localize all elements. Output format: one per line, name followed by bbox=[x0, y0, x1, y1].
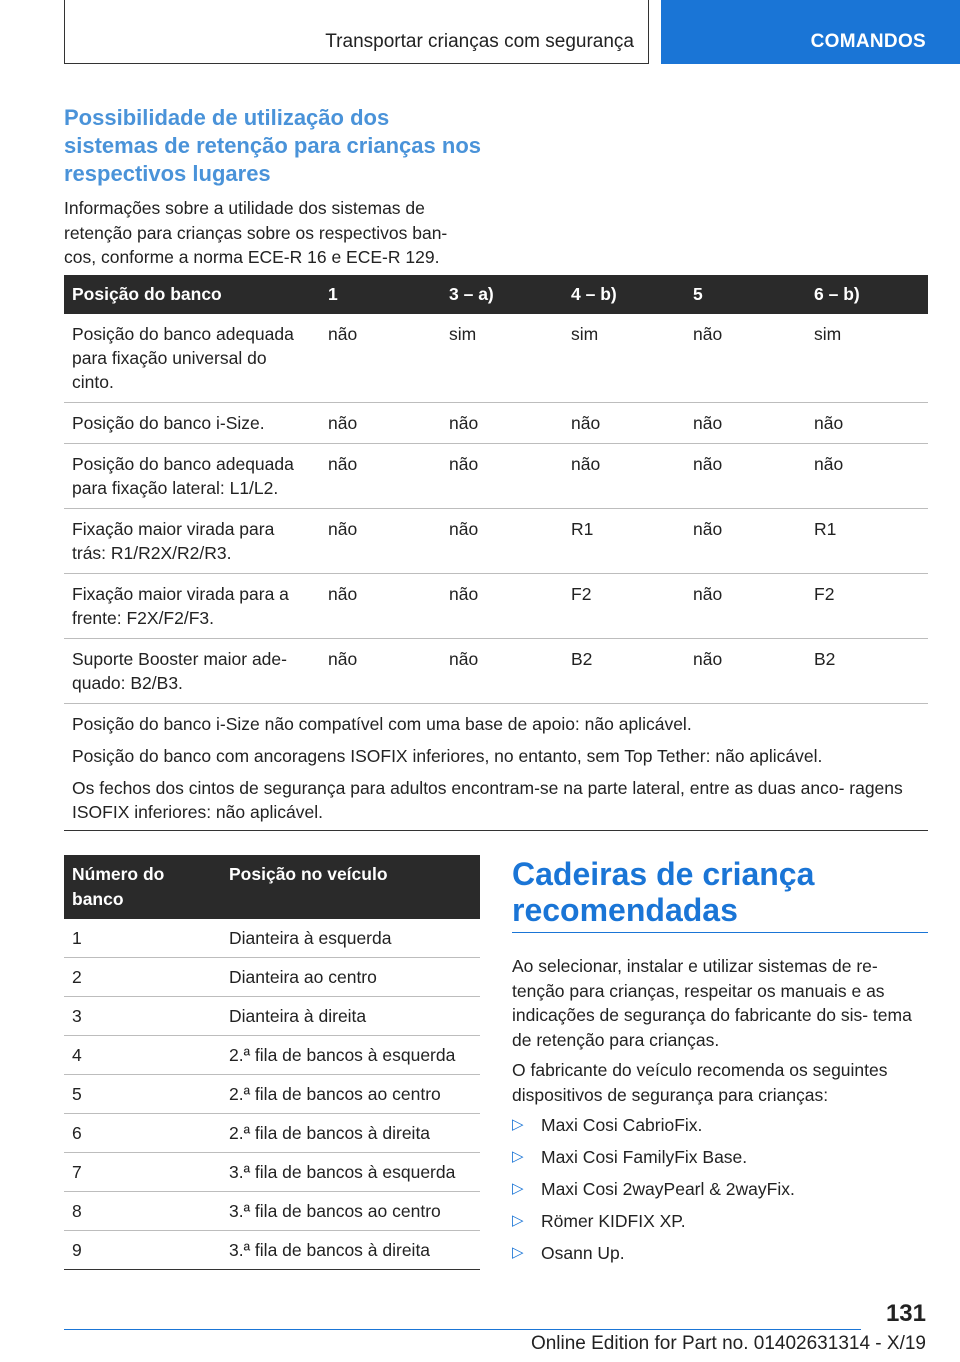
table-cell: não bbox=[806, 403, 928, 444]
table-note: Os fechos dos cintos de segurança para adultos encontram-se na parte lateral, entre as duas anco- ragens ISOFIX inferiores: não aplicável. bbox=[72, 778, 903, 822]
table-cell: F2 bbox=[806, 574, 928, 639]
table-notes bbox=[64, 704, 928, 831]
table-cell: não bbox=[320, 403, 441, 444]
table-cell: F2 bbox=[563, 574, 685, 639]
table-cell: R1 bbox=[806, 509, 928, 574]
triangle-bullet-icon: ▷ bbox=[512, 1212, 524, 1229]
list-item-text: Osann Up. bbox=[541, 1243, 625, 1263]
footer-divider bbox=[64, 1329, 861, 1330]
table-row bbox=[64, 1075, 480, 1114]
table-cell: não bbox=[685, 509, 806, 574]
table-cell: Posição do banco adequada para fixação universal do cinto. bbox=[64, 314, 320, 403]
table-cell: não bbox=[320, 574, 441, 639]
section-title: Possibilidade de utilização dos sistemas de retenção para crianças nos respectivos lugares bbox=[64, 105, 481, 186]
table-cell: Dianteira ao centro bbox=[221, 958, 480, 997]
table-cell: 3.ª fila de bancos ao centro bbox=[221, 1192, 480, 1231]
paragraph: O fabricante do veículo recomenda os seguintes dispositivos de segurança para crianças: bbox=[512, 1060, 888, 1105]
header-section-title: Transportar crianças com segurança bbox=[325, 31, 634, 52]
paragraph: Ao selecionar, instalar e utilizar sistemas de re- tenção para crianças, respeitar os manuais e as indicações de segurança do fabricante do sis- tema de retenção para crianças. bbox=[512, 956, 912, 1050]
table-cell: não bbox=[441, 444, 563, 509]
table-cell: 4 bbox=[64, 1036, 221, 1075]
list-item bbox=[512, 1209, 928, 1234]
title-divider bbox=[512, 932, 928, 933]
table-row bbox=[64, 639, 928, 704]
list-item-text: Römer KIDFIX XP. bbox=[541, 1211, 686, 1231]
table-cell: não bbox=[441, 403, 563, 444]
table-cell: sim bbox=[806, 314, 928, 403]
table-cell: Fixação maior virada para trás: R1/R2X/R2/R3. bbox=[64, 509, 320, 574]
column-header: 3 – a) bbox=[441, 275, 563, 314]
table-cell: não bbox=[685, 639, 806, 704]
table-cell: não bbox=[685, 403, 806, 444]
table-row bbox=[64, 1114, 480, 1153]
table-cell: 3.ª fila de bancos à direita bbox=[221, 1231, 480, 1270]
table-cell: 1 bbox=[64, 919, 221, 958]
table-cell: Posição do banco i-Size. bbox=[64, 403, 320, 444]
table-row bbox=[64, 509, 928, 574]
table-cell: Dianteira à direita bbox=[221, 997, 480, 1036]
table-cell: Dianteira à esquerda bbox=[221, 919, 480, 958]
triangle-bullet-icon: ▷ bbox=[512, 1180, 524, 1197]
table-notes-row bbox=[64, 704, 928, 831]
table-cell: 2.ª fila de bancos à direita bbox=[221, 1114, 480, 1153]
column-header: Posição do banco bbox=[64, 275, 320, 314]
table-cell: 3.ª fila de bancos à esquerda bbox=[221, 1153, 480, 1192]
table-cell: Posição do banco adequada para fixação lateral: L1/L2. bbox=[64, 444, 320, 509]
table-row bbox=[64, 958, 480, 997]
column-header: 1 bbox=[320, 275, 441, 314]
table-cell: não bbox=[806, 444, 928, 509]
recommended-title: Cadeiras de criança recomendadas bbox=[512, 856, 815, 928]
list-item-text: Maxi Cosi FamilyFix Base. bbox=[541, 1147, 748, 1167]
table-row bbox=[64, 574, 928, 639]
list-item-text: Maxi Cosi CabrioFix. bbox=[541, 1115, 703, 1135]
table-cell: não bbox=[320, 444, 441, 509]
table-cell: 2 bbox=[64, 958, 221, 997]
column-header: 6 – b) bbox=[806, 275, 928, 314]
list-item bbox=[512, 1113, 928, 1138]
page-number: 131 bbox=[885, 1300, 926, 1327]
table-cell: B2 bbox=[806, 639, 928, 704]
table-cell: não bbox=[441, 574, 563, 639]
column-header: Número do banco bbox=[64, 855, 221, 919]
seat-compatibility-table bbox=[64, 275, 928, 831]
table-cell: não bbox=[685, 444, 806, 509]
table-cell: não bbox=[320, 509, 441, 574]
table-row bbox=[64, 444, 928, 509]
table-cell: 3 bbox=[64, 997, 221, 1036]
table-cell: não bbox=[320, 639, 441, 704]
table-cell: Fixação maior virada para a frente: F2X/F2/F3. bbox=[64, 574, 320, 639]
triangle-bullet-icon: ▷ bbox=[512, 1148, 524, 1165]
table-cell: não bbox=[563, 403, 685, 444]
recommended-body bbox=[512, 954, 928, 1273]
list-item-text: Maxi Cosi 2wayPearl & 2wayFix. bbox=[541, 1179, 795, 1199]
triangle-bullet-icon: ▷ bbox=[512, 1244, 524, 1261]
column-header: 5 bbox=[685, 275, 806, 314]
table-cell: 8 bbox=[64, 1192, 221, 1231]
table-row bbox=[64, 919, 480, 958]
table-cell: 2.ª fila de bancos ao centro bbox=[221, 1075, 480, 1114]
table-cell: 9 bbox=[64, 1231, 221, 1270]
table-cell: não bbox=[685, 574, 806, 639]
table-cell: 2.ª fila de bancos à esquerda bbox=[221, 1036, 480, 1075]
table-cell: não bbox=[441, 639, 563, 704]
table-cell: 7 bbox=[64, 1153, 221, 1192]
table-row bbox=[64, 403, 928, 444]
column-header: 4 – b) bbox=[563, 275, 685, 314]
seat-number-table bbox=[64, 855, 480, 1270]
recommended-list bbox=[512, 1113, 928, 1266]
header-chapter-tab bbox=[661, 0, 960, 64]
table-row bbox=[64, 1192, 480, 1231]
list-item bbox=[512, 1241, 928, 1266]
table-cell: Suporte Booster maior ade- quado: B2/B3. bbox=[64, 639, 320, 704]
table-cell: não bbox=[563, 444, 685, 509]
table-cell: não bbox=[441, 509, 563, 574]
column-header: Posição no veículo bbox=[221, 855, 480, 919]
table-row bbox=[64, 1153, 480, 1192]
table-cell: B2 bbox=[563, 639, 685, 704]
table-cell: não bbox=[320, 314, 441, 403]
table-row bbox=[64, 1036, 480, 1075]
table-cell: não bbox=[685, 314, 806, 403]
table-cell: 5 bbox=[64, 1075, 221, 1114]
header-chapter-title: COMANDOS bbox=[810, 31, 926, 52]
intro-paragraph: Informações sobre a utilidade dos sistemas de retenção para crianças sobre os respectivos ban- cos, conforme a norma ECE-R 16 e ECE-R 129. bbox=[64, 198, 448, 267]
header-section-box bbox=[64, 0, 649, 64]
table-note: Posição do banco i-Size não compatível com uma base de apoio: não aplicável. bbox=[72, 714, 692, 734]
table-row bbox=[64, 1231, 480, 1270]
footer-edition-text: Online Edition for Part no. 01402631314 - X/19 bbox=[530, 1333, 926, 1354]
table-cell: sim bbox=[563, 314, 685, 403]
list-item bbox=[512, 1177, 928, 1202]
table-header-row bbox=[64, 855, 480, 919]
table-cell: 6 bbox=[64, 1114, 221, 1153]
table-header-row bbox=[64, 275, 928, 314]
table-row bbox=[64, 997, 480, 1036]
table-cell: sim bbox=[441, 314, 563, 403]
triangle-bullet-icon: ▷ bbox=[512, 1116, 524, 1133]
list-item bbox=[512, 1145, 928, 1170]
table-row bbox=[64, 314, 928, 403]
table-cell: R1 bbox=[563, 509, 685, 574]
table-note: Posição do banco com ancoragens ISOFIX inferiores, no entanto, sem Top Tether: não aplicável. bbox=[72, 746, 823, 766]
